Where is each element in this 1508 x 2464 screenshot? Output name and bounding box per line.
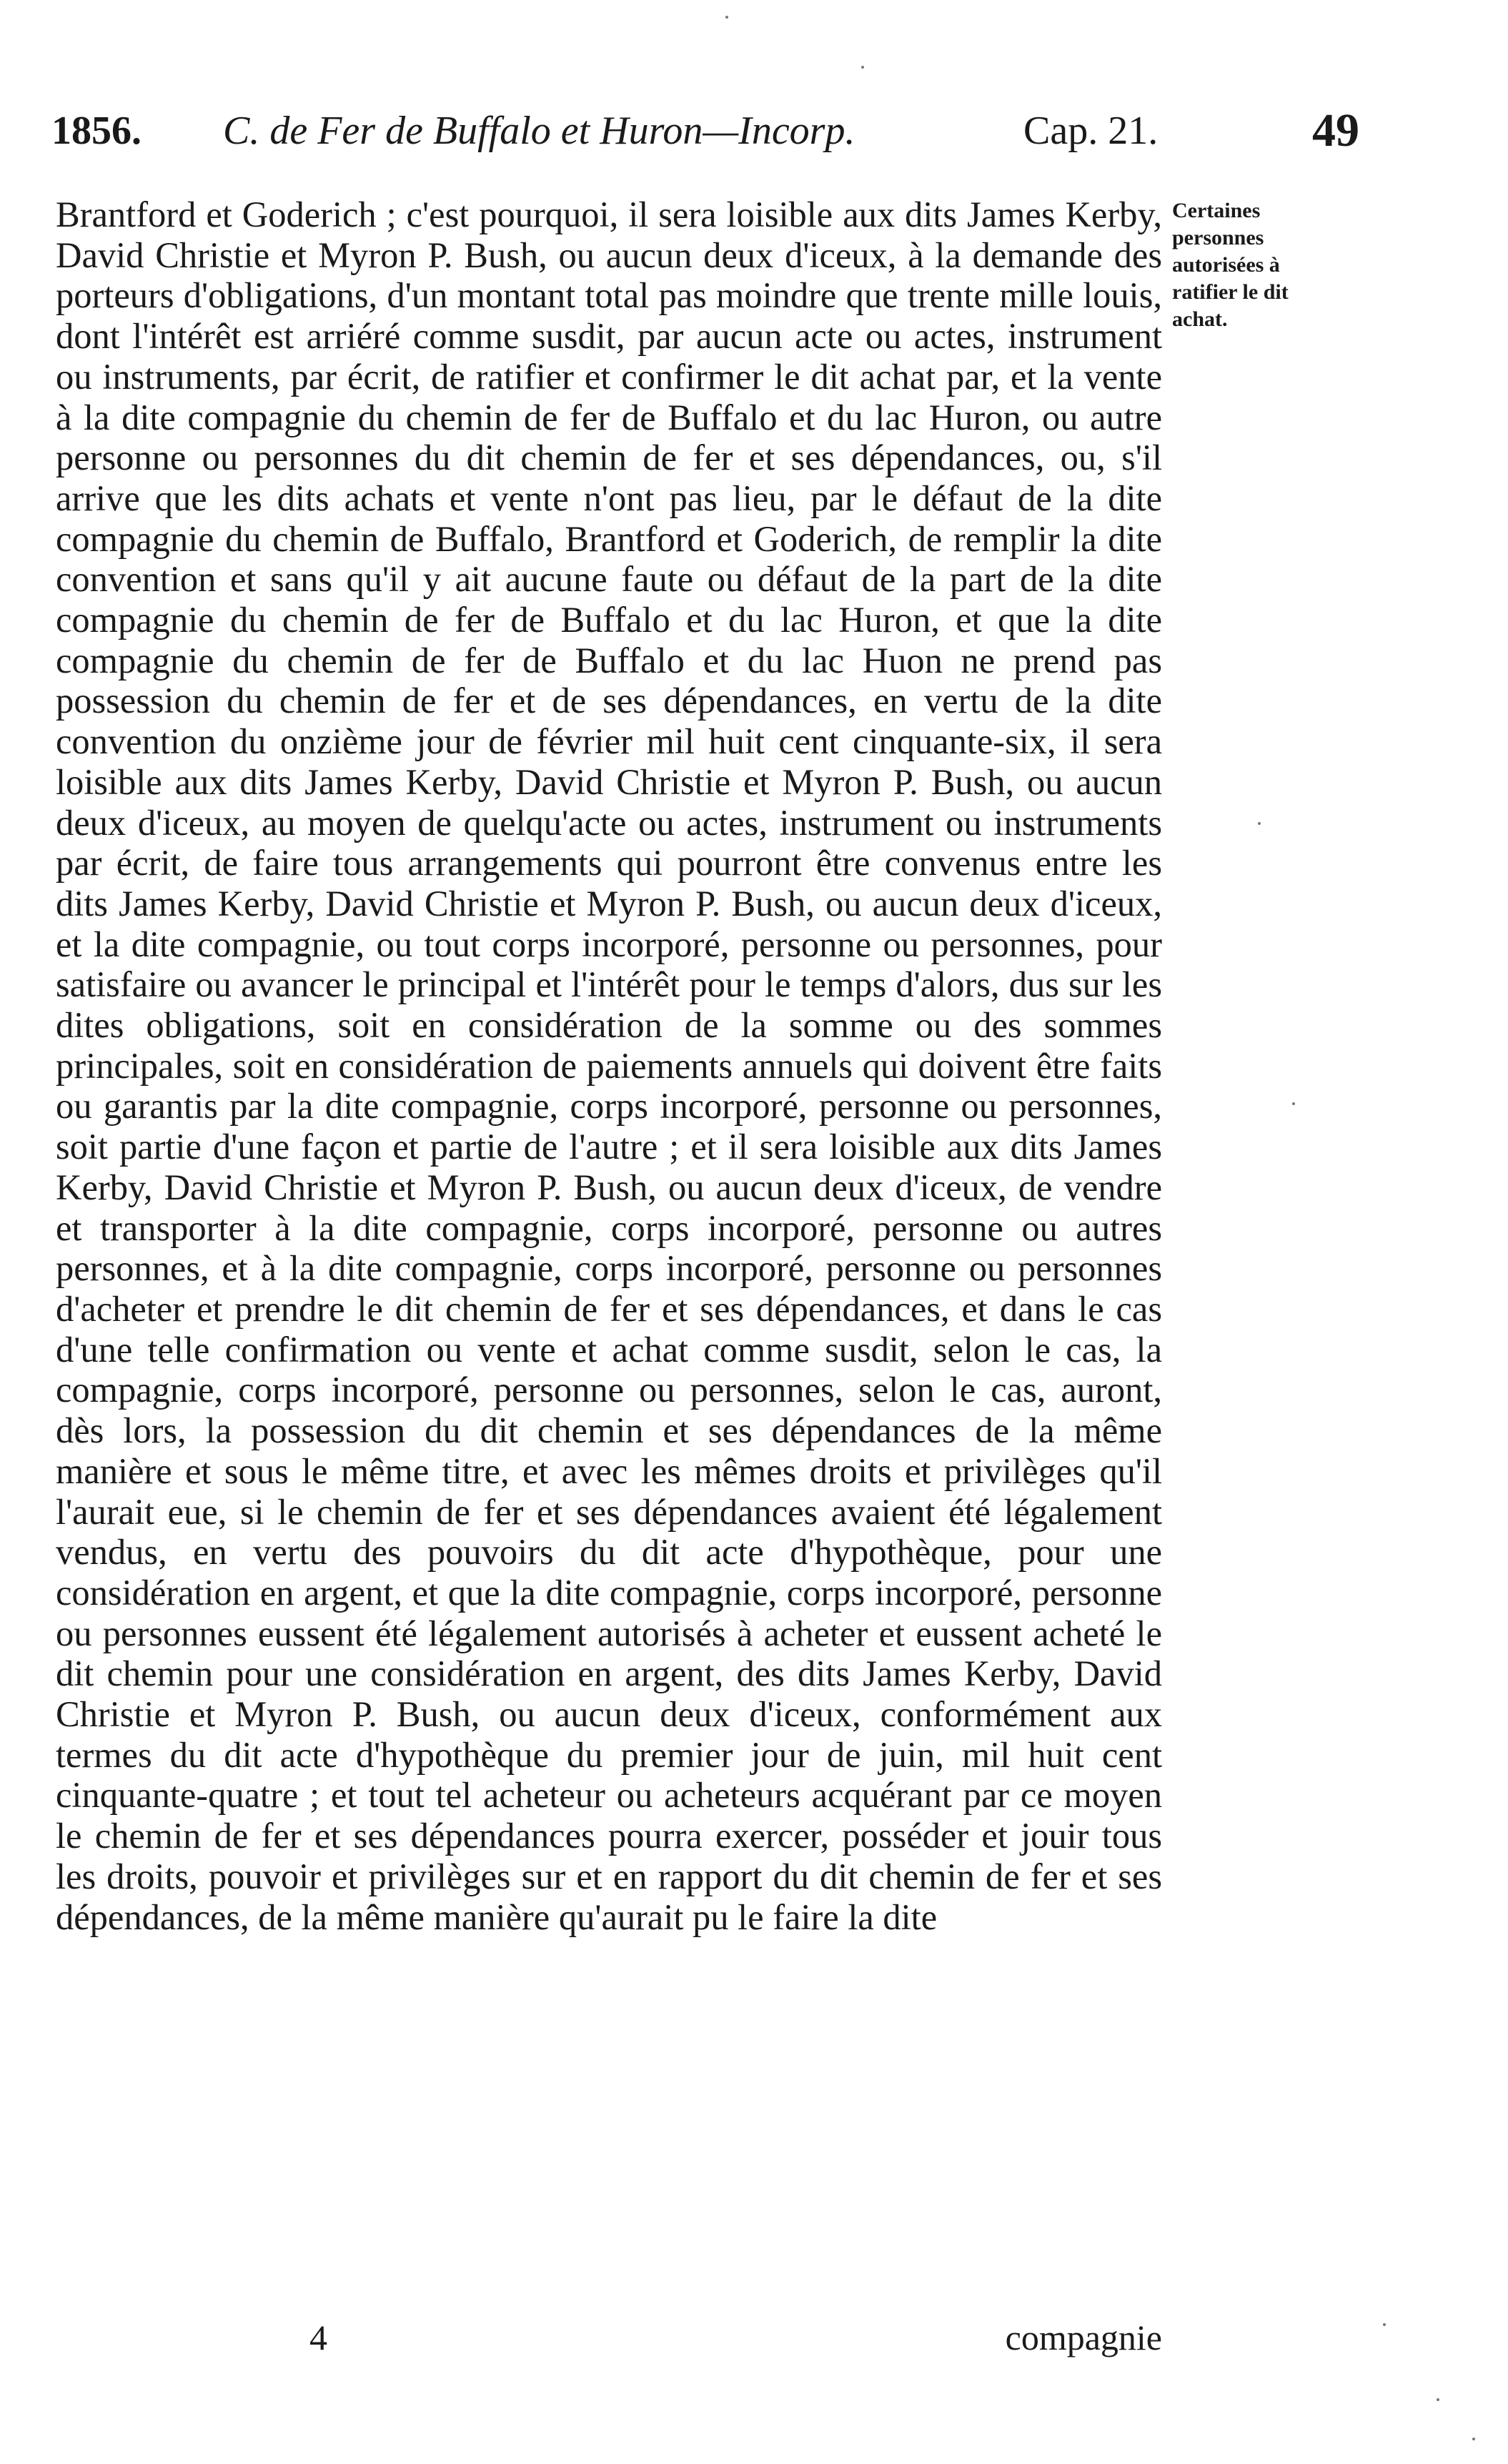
running-head-year: 1856.	[51, 109, 142, 153]
scan-speck	[1437, 2398, 1439, 2401]
scan-speck	[861, 66, 864, 69]
marginal-note: Certaines personnes autorisées à ratifier le dit achat.	[1172, 199, 1289, 331]
page-footer	[56, 2316, 1162, 2359]
running-head-chapter: Cap. 21.	[1023, 109, 1159, 153]
scan-speck	[725, 16, 728, 19]
catchword: compagnie	[1005, 2317, 1162, 2357]
signature-mark: 4	[309, 2317, 327, 2357]
page-number: 49	[1312, 104, 1359, 157]
scan-speck	[1383, 2323, 1386, 2326]
main-text	[56, 194, 1162, 1937]
scan-speck	[1472, 2438, 1475, 2440]
scan-speck	[1292, 1102, 1295, 1105]
running-head-title: C. de Fer de Buffalo et Huron—Incorp.	[223, 109, 855, 153]
body-paragraph: Brantford et Goderich ; c'est pourquoi, il sera loisible aux dits James Kerby, David Christie et Myron P. Bush, ou aucun deux d'iceux, à la demande des porteurs d'obligations, d'un montant total pas moindre que trente mille louis, dont l'intérêt est arriéré comme susdit, par aucun acte ou actes, instrument ou instruments, par écrit, de ratifier et confirmer le dit achat par, et la vente à la dite compagnie du chemin de fer de Buffalo et du lac Huron, ou autre personne ou personnes du dit chemin de fer et ses dépendances, ou, s'il arrive que les dits achats et vente n'ont pas lieu, par le défaut de la dite compagnie du chemin de Buffalo, Brantford et Goderich, de remplir la dite convention et sans qu'il y ait aucune faute ou défaut de la part de la dite compagnie du chemin de fer de Buffalo et du lac Huron, et que la dite compagnie du chemin de fer de Buffalo et du lac Huon ne prend pas possession du chemin de fer et de ses dépendances, en vertu de la dite convention du onzième jour de février mil huit cent cinquante-six, il sera loisible aux dits James Kerby, David Christie et Myron P. Bush, ou aucun deux d'iceux, au moyen de quelqu'acte ou actes, instrument ou instruments par écrit, de faire tous arrangements qui pourront être convenus entre les dits James Kerby, David Christie et Myron P. Bush, ou aucun deux d'iceux, et la dite compagnie, ou tout corps incorporé, personne ou personnes, pour satisfaire ou avancer le principal et l'intérêt pour le temps d'alors, dus sur les dites obligations, soit en considération de la somme ou des sommes principales, soit en considération de paiements annuels qui doivent être faits ou garantis par la dite compagnie, corps incorporé, personne ou personnes, soit partie d'une façon et partie de l'autre ; et il sera loisible aux dits James Kerby, David Christie et Myron P. Bush, ou aucun deux d'iceux, de vendre et transporter à la dite compagnie, corps incorporé, personne ou autres personnes, et à la dite compagnie, corps incorporé, personne ou personnes d'acheter et prendre le dit chemin de fer et ses dépendances, et dans le cas d'une telle confirmation ou vente et achat comme susdit, selon le cas, la compagnie, corps incorporé, personne ou personnes, selon le cas, auront, dès lors, la possession du dit chemin et ses dépendances de la même manière et sous le même titre, et avec les mêmes droits et privilèges qu'il l'aurait eue, si le chemin de fer et ses dépendances avaient été légalement vendus, en vertu des pouvoirs du dit acte d'hypothèque, pour une considération en argent, et que la dite compagnie, corps incorporé, personne ou personnes eussent été légalement autorisés à acheter et eussent acheté le dit chemin pour une considération en argent, des dits James Kerby, David Christie et Myron P. Bush, ou aucun deux d'iceux, conformément aux termes du dit acte d'hypothèque du premier jour de juin, mil huit cent cinquante-quatre ; et tout tel acheteur ou acheteurs acquérant par ce moyen le chemin de fer et ses dépendances pourra exercer, posséder et jouir tous les droits, pouvoir et privilèges sur et en rapport du dit chemin de fer et ses dépendances, de la même manière qu'aurait pu le faire la dite	[56, 194, 1162, 1937]
running-head	[51, 99, 1359, 163]
scan-speck	[1258, 822, 1261, 825]
